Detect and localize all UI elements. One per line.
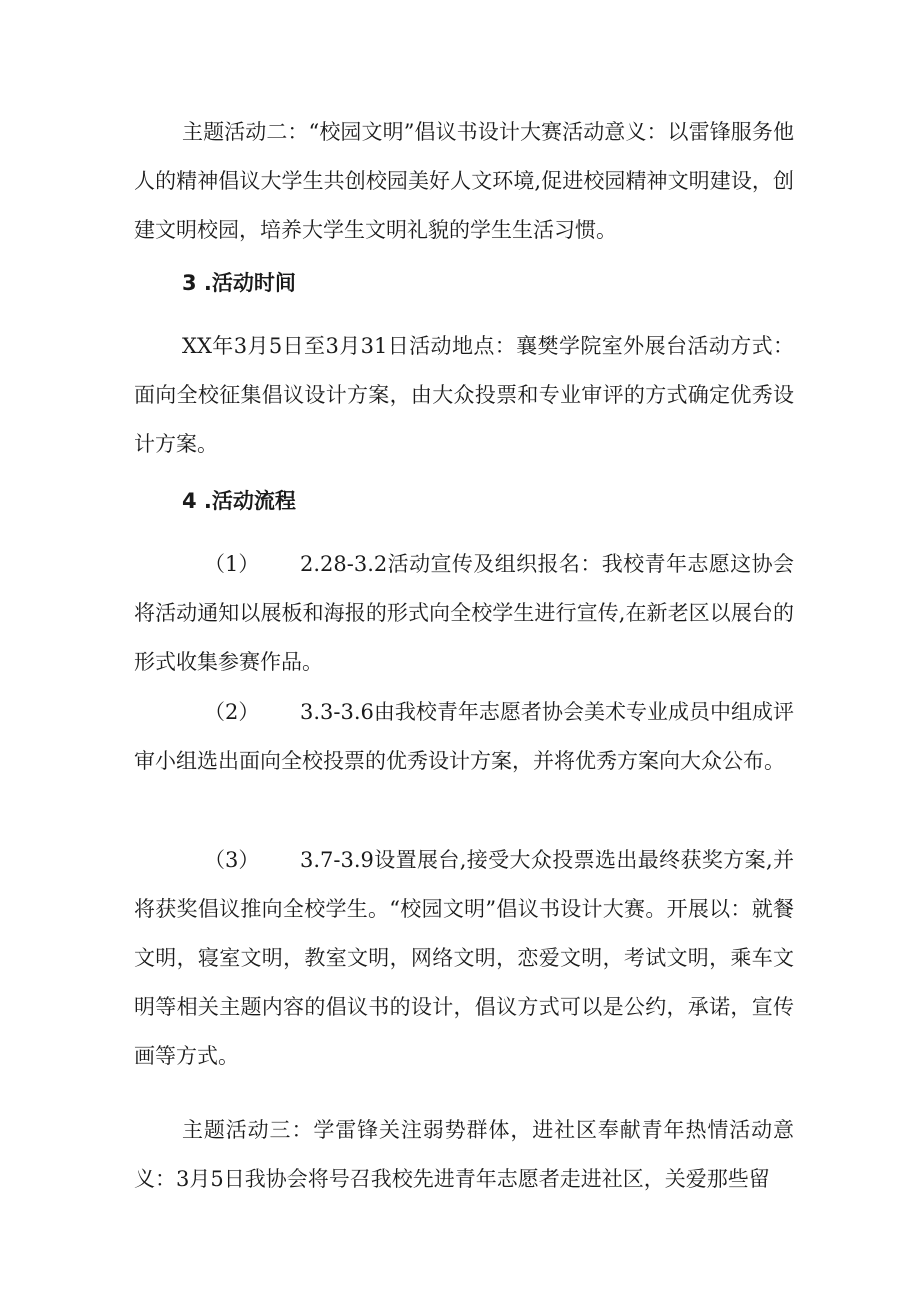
section-heading-activity-time: 3 .活动时间 [182, 271, 296, 295]
paragraph-theme-activity-3: 主题活动三：学雷锋关注弱势群体，进社区奉献青年热情活动意义：3月5日我协会将号召我校先进青年志愿者走进社区，关爱那些留 [134, 1118, 794, 1191]
section-heading-activity-process: 4 .活动流程 [182, 489, 296, 513]
list-item-step-1 [134, 540, 794, 687]
list-item-text: 3.3-3.6由我校青年志愿者协会美术专业成员中组成评审小组选出面向全校投票的优秀设计方案，并将优秀方案向大众公布。 [134, 700, 794, 773]
list-item-number: （1） [204, 552, 260, 576]
list-item-number: （3） [204, 848, 260, 872]
list-item-text: 3.7-3.9设置展台,接受大众投票选出最终获奖方案,并将获奖倡议推向全校学生。“校园文明”倡议书设计大赛。开展以：就餐文明，寝室文明，教室文明，网络文明，恋爱文明，考试文明，乘车文明等相关主题内容的倡议书的设计，倡议方式可以是公约，承诺，宣传画等方式。 [134, 848, 794, 1068]
list-item-number: （2） [204, 700, 260, 724]
list-item-step-3 [134, 836, 794, 1081]
paragraph-theme-activity-2: 主题活动二：“校园文明”倡议书设计大赛活动意义：以雷锋服务他人的精神倡议大学生共创校园美好人文环境,促进校园精神文明建设，创建文明校园，培养大学生文明礼貌的学生生活习惯。 [134, 120, 794, 242]
paragraph-activity-time: XX年3月5日至3月31日活动地点：襄樊学院室外展台活动方式：面向全校征集倡议设计方案，由大众投票和专业审评的方式确定优秀设计方案。 [134, 334, 794, 456]
list-item-text: 2.28-3.2活动宣传及组织报名：我校青年志愿这协会将活动通知以展板和海报的形式向全校学生进行宣传,在新老区以展台的形式收集参赛作品。 [134, 552, 794, 674]
list-item-step-2 [134, 688, 794, 786]
